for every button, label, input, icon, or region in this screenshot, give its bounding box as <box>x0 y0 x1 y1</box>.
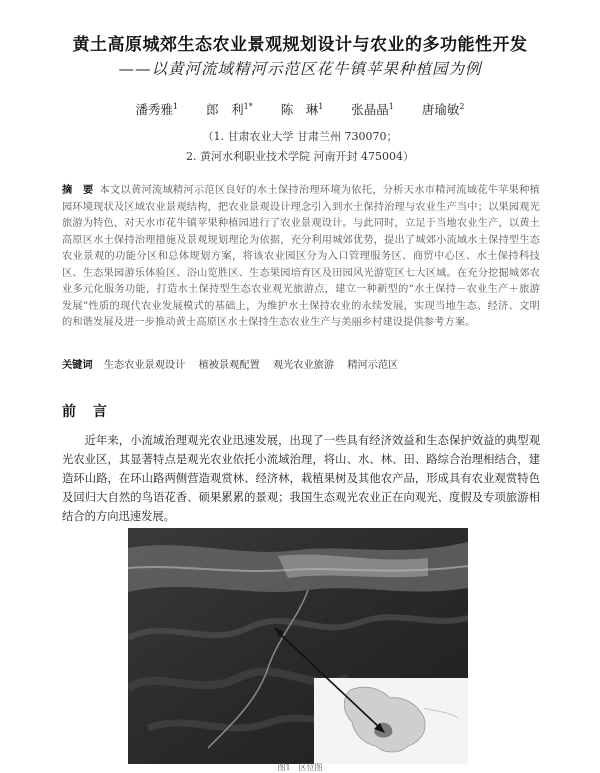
keyword: 精河示范区 <box>347 360 399 371</box>
affiliation-line: 2. 黄河水利职业技术学院 河南开封 475004） <box>186 150 414 163</box>
location-map-figure <box>128 528 468 764</box>
author-affiliation-mark: 2 <box>459 101 465 111</box>
author-affiliation-mark: 1 <box>388 101 394 111</box>
author <box>281 102 324 117</box>
author-name: 张晶晶 <box>351 102 389 117</box>
author <box>351 102 394 117</box>
keyword: 植被景观配置 <box>198 360 260 371</box>
author-affiliation-mark: 1 <box>318 101 324 111</box>
abstract-label: 摘 要 <box>62 185 94 196</box>
abstract <box>62 183 540 332</box>
keyword: 生态农业景观设计 <box>103 360 186 371</box>
author <box>206 102 253 117</box>
author-affiliation-mark: 1 <box>173 101 179 111</box>
author-name: 唐瑜敏 <box>421 102 460 117</box>
keyword: 观光农业旅游 <box>272 360 335 371</box>
author-name: 潘秀雅 <box>135 102 174 117</box>
author <box>422 102 465 117</box>
keywords-label: 关键词 <box>62 360 93 371</box>
author-list <box>0 100 600 118</box>
affiliation-line: （1. 甘肃农业大学 甘肃兰州 730070； <box>202 130 398 143</box>
author-affiliation-mark: 1* <box>243 101 253 111</box>
paper-subtitle: ——以黄河流域精河示范区花牛镇苹果种植园为例 <box>118 60 482 78</box>
abstract-text: 本文以黄河流域精河示范区良好的水土保持治理环境为依托，分析天水市精河流域花牛苹果种植园环境现状及区域农业景观结构，把农业景观设计理念引入到水土保持治理与农业生产当中；以果园观光旅游为特色，对天水市花牛镇苹果种植园进行了农业景观设计。与此同时，立足于当地农业生产，以黄土高原区水土保持治理措施及景观规划理论为依据，充分利用城郊优势，提出了城郊小流域水土保持型生态农业景观的功能分区和总体规划方案，将该农业园区分为入口管理服务区、商贸中心区、水土保持科技区、生态果园游乐体验区、浴山览胜区、生态果园培育区及田园风光游览区七大区域。在充分挖掘城郊农业多元化服务功能，打造水土保持型生态农业观光旅游点，建立一种新型的“水土保持－农业生产＋旅游发展”性质的现代农业发展模式的基础上，为维护水土保持农业的永续发展，实现当地生态、经济、文明的和谐发展及进一步推动黄土高原区水土保持生态农业生产与美丽乡村建设提供参考方案。 <box>62 185 541 328</box>
figure-caption: 图1 区位图 <box>277 763 323 772</box>
author-name: 郎 利 <box>206 102 244 117</box>
section-heading: 前 言 <box>62 404 113 420</box>
author-name: 陈 琳 <box>280 102 319 117</box>
satellite-map-image <box>128 528 468 764</box>
author <box>136 102 179 117</box>
paper-title: 黄土高原城郊生态农业景观规划设计与农业的多功能性开发 <box>72 35 528 55</box>
intro-paragraph: 近年来，小流域治理观光农业迅速发展，出现了一些具有经济效益和生态保护效益的典型观光农业区，其显著特点是观光农业依托小流域治理，将山、水、林、田、路综合治理相结合，建造环山路，在环山路两侧营造观赏林、经济林，栽植果树及其他农产品，形成具有农业观赏特色及回归大自然的鸟语花香、硕果累累的景观；我国生态观光农业正在向观光、度假及专项旅游相结合的方向迅速发展。 <box>62 434 540 523</box>
keywords <box>62 356 540 371</box>
